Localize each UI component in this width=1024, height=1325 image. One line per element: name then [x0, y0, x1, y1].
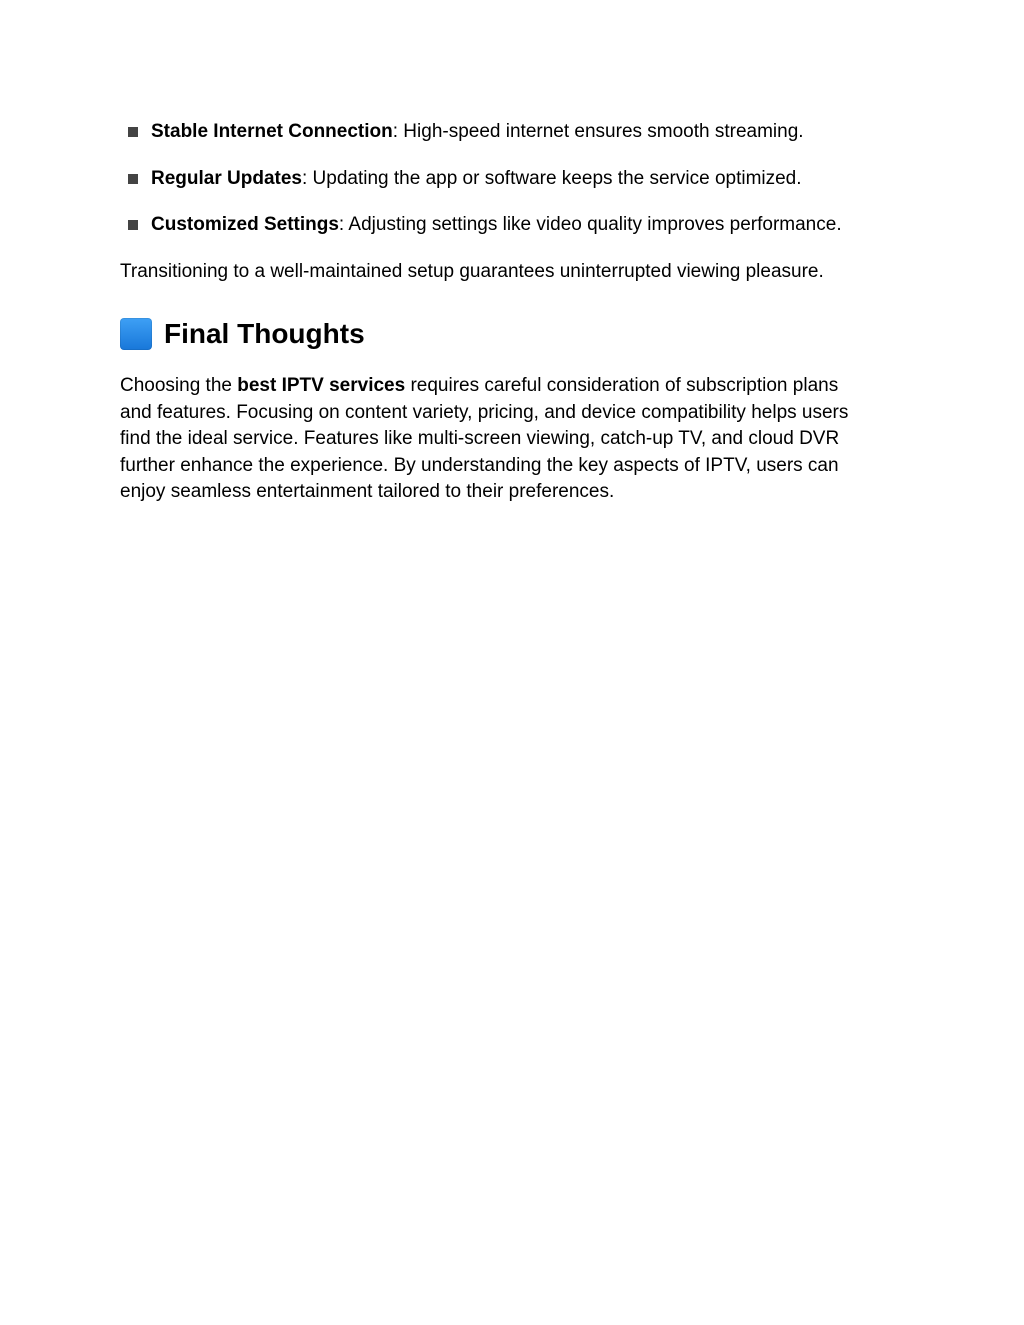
list-item-term: Regular Updates	[151, 167, 302, 189]
paragraph-text: Choosing the	[120, 375, 238, 396]
transition-paragraph: Transitioning to a well-maintained setup guarantees uninterrupted viewing pleasure.	[120, 261, 824, 282]
tips-bullet-list	[120, 118, 910, 258]
section-heading-title: Final Thoughts	[164, 318, 365, 349]
square-bullet-icon	[128, 174, 138, 184]
paragraph-line: enjoy seamless entertainment tailored to their preferences.	[120, 481, 615, 502]
paragraph-line: find the ideal service. Features like multi-screen viewing, catch-up TV, and cloud DVR	[120, 428, 840, 449]
list-item-text: : Updating the app or software keeps the service optimized.	[301, 167, 802, 189]
list-item	[120, 211, 910, 239]
paragraph-line: and features. Focusing on content variety, pricing, and device compatibility helps users	[120, 401, 849, 423]
list-item-text: : High-speed internet ensures smooth streaming.	[392, 121, 804, 142]
paragraph-bold-text: best IPTV services	[237, 375, 406, 396]
square-bullet-icon	[128, 127, 138, 137]
list-item-text: : Adjusting settings like video quality improves performance.	[338, 214, 842, 235]
final-thoughts-paragraph	[120, 373, 910, 506]
paragraph-text: requires careful consideration of subscription plans	[405, 375, 839, 396]
list-item	[120, 165, 910, 193]
blue-square-icon	[120, 318, 152, 350]
list-item-term: Customized Settings	[151, 214, 339, 235]
list-item	[120, 118, 910, 146]
list-item-term: Stable Internet Connection	[151, 121, 393, 142]
paragraph-line: further enhance the experience. By understanding the key aspects of IPTV, users can	[120, 454, 839, 476]
paragraph-line	[120, 373, 910, 400]
square-bullet-icon	[128, 220, 138, 230]
section-heading	[120, 314, 365, 354]
